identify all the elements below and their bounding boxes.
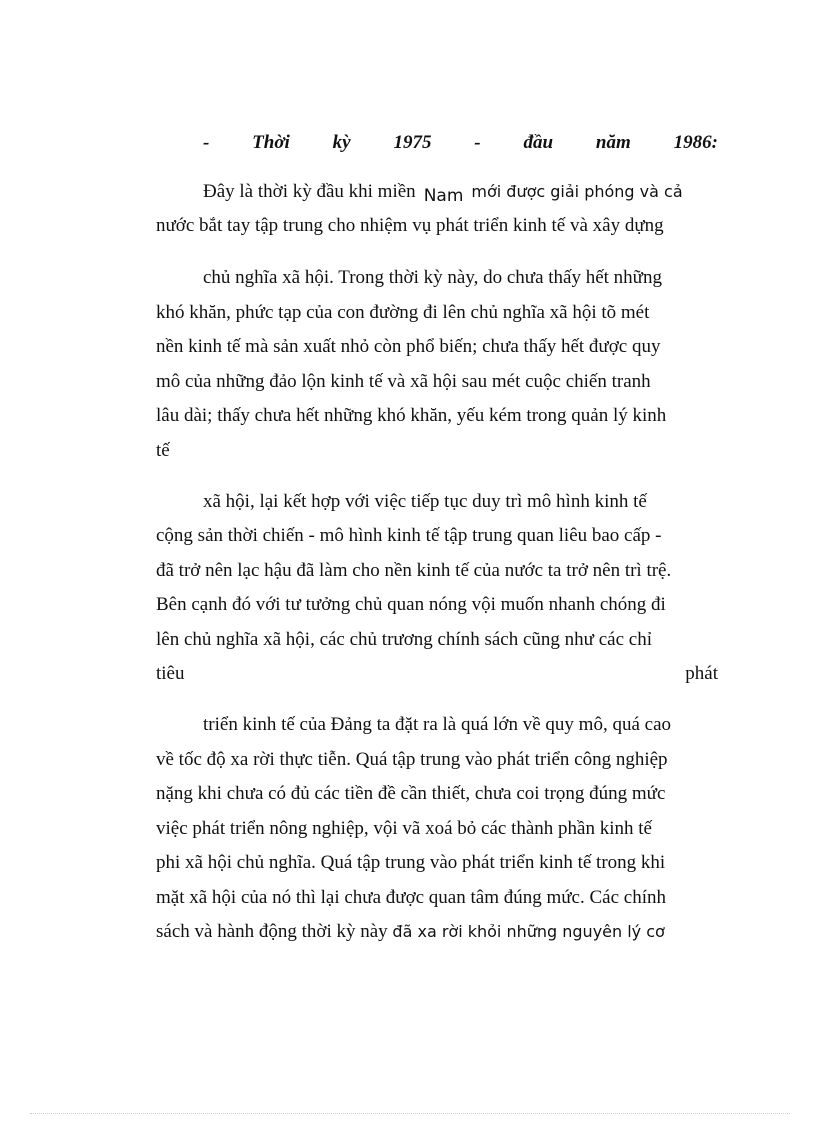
text-run: Đây là thời kỳ đầu khi miền: [203, 181, 416, 202]
paragraph-line: mô của những đảo lộn kinh tế và xã hội sau mét cuộc chiến tranh: [156, 371, 651, 392]
text-run: đã xa rời khỏi những nguyên lý cơ: [392, 922, 665, 941]
text-run: phát: [685, 663, 718, 684]
heading-word: năm: [595, 132, 631, 153]
text-run-nam: Nam: [423, 186, 464, 206]
paragraph-line: [156, 920, 718, 944]
heading-word: Thời: [252, 132, 290, 153]
paragraph-line: [156, 662, 718, 686]
section-heading: [203, 131, 718, 155]
paragraph-line: tế: [156, 440, 170, 461]
paragraph-line: chủ nghĩa xã hội. Trong thời kỳ này, do chưa thấy hết những: [203, 267, 662, 288]
paragraph-line: phi xã hội chủ nghĩa. Quá tập trung vào phát triển kinh tế trong khi: [156, 852, 666, 873]
paragraph-line: lên chủ nghĩa xã hội, các chủ trương chính sách cũng như các chỉ: [156, 629, 652, 650]
paragraph-line: việc phát triển nông nghiệp, vội vã xoá bỏ các thành phần kinh tế: [156, 818, 652, 839]
page-bottom-rule: [30, 1113, 790, 1114]
paragraph-line: nặng khi chưa có đủ các tiền đề cần thiết, chưa coi trọng đúng mức: [156, 783, 666, 804]
paragraph-line: triển kinh tế của Đảng ta đặt ra là quá lớn về quy mô, quá cao: [203, 714, 671, 735]
heading-word: 1986:: [673, 132, 718, 153]
text-run: mới được giải phóng và cả: [471, 182, 683, 201]
heading-word: -: [203, 132, 210, 153]
paragraph-line: xã hội, lại kết hợp với việc tiếp tục duy trì mô hình kinh tế: [203, 491, 647, 512]
paragraph-line: nền kinh tế mà sản xuất nhỏ còn phổ biến; chưa thấy hết được quy: [156, 336, 661, 357]
heading-word: 1975: [393, 132, 432, 153]
text-run: sách và hành động thời kỳ này: [156, 921, 388, 942]
heading-word: đầu: [523, 132, 554, 153]
paragraph-line: [203, 180, 718, 204]
text-run: tiêu: [156, 663, 185, 684]
paragraph-line: Bên cạnh đó với tư tưởng chủ quan nóng vội muốn nhanh chóng đi: [156, 594, 666, 615]
paragraph-line: cộng sản thời chiến - mô hình kinh tế tập trung quan liêu bao cấp -: [156, 525, 662, 546]
heading-word: kỳ: [332, 132, 351, 153]
paragraph-line: về tốc độ xa rời thực tiễn. Quá tập trung vào phát triển công nghiệp: [156, 749, 668, 770]
paragraph-line: nước bắt tay tập trung cho nhiệm vụ phát triển kinh tế và xây dựng: [156, 215, 664, 236]
heading-word: -: [474, 132, 481, 153]
paragraph-line: lâu dài; thấy chưa hết những khó khăn, yếu kém trong quản lý kinh: [156, 405, 667, 426]
paragraph-line: mặt xã hội của nó thì lại chưa được quan tâm đúng mức. Các chính: [156, 887, 666, 908]
paragraph-line: khó khăn, phức tạp của con đường đi lên chủ nghĩa xã hội tõ mét: [156, 302, 650, 323]
paragraph-line: đã trở nên lạc hậu đã làm cho nền kinh tế của nước ta trở nên trì trệ.: [156, 560, 672, 581]
